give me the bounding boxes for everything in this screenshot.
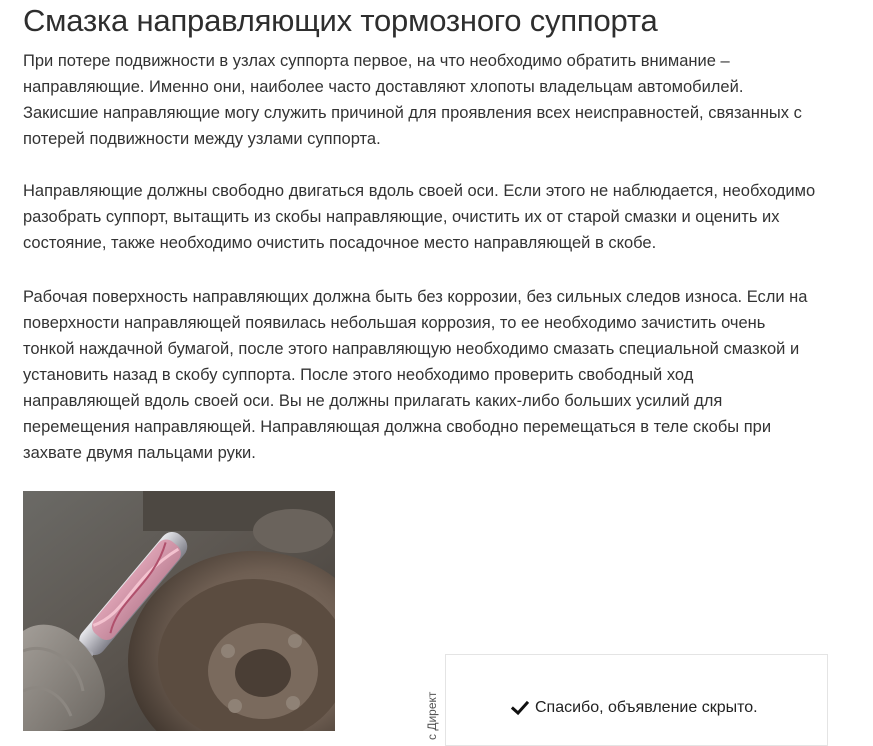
- check-icon: [511, 699, 529, 717]
- ad-source-label: с Директ: [425, 691, 439, 740]
- article-paragraph: При потере подвижности в узлах суппорта первое, на что необходимо обратить внимание – направляющие. Именно они, наиболее часто доставляют хлопоты владельцам автомобилей. Закисшие направляющие могу служить причиной для проявления всех неисправностей, связанных с потерей подвижности между узлами суппорта.: [23, 52, 802, 148]
- ad-hidden-notice: [511, 697, 758, 719]
- article-paragraph: Направляющие должны свободно двигаться вдоль своей оси. Если этого не наблюдается, необходимо разобрать суппорт, вытащить из скобы направляющие, очистить их от старой смазки и оценить их состояние, также необходимо очистить посадочное место направляющей в скобе.: [23, 182, 816, 252]
- article-paragraph: Рабочая поверхность направляющих должна быть без коррозии, без сильных следов износа. Если на поверхности направляющей появилась небольшая коррозия, то ее необходимо зачистить очень тонкой наждачной бумагой, после этого направляющую необходимо смазать специальной смазкой и установить назад в скобу суппорта. После этого необходимо проверить свободный ход направляющей вдоль своей оси. Вы не должны прилагать каких-либо больших усилий для перемещения направляющей. Направляющая должна свободно перемещаться в теле скобы при захвате двумя пальцами руки.: [23, 288, 808, 462]
- caliper-guide-pin-photo: [23, 491, 335, 731]
- ad-hidden-text: Спасибо, объявление скрыто.: [535, 699, 758, 716]
- article-photo: [23, 491, 335, 731]
- page-title: Смазка направляющих тормозного суппорта: [23, 3, 658, 38]
- ad-vertical-label: [424, 680, 440, 740]
- article: [23, 0, 823, 462]
